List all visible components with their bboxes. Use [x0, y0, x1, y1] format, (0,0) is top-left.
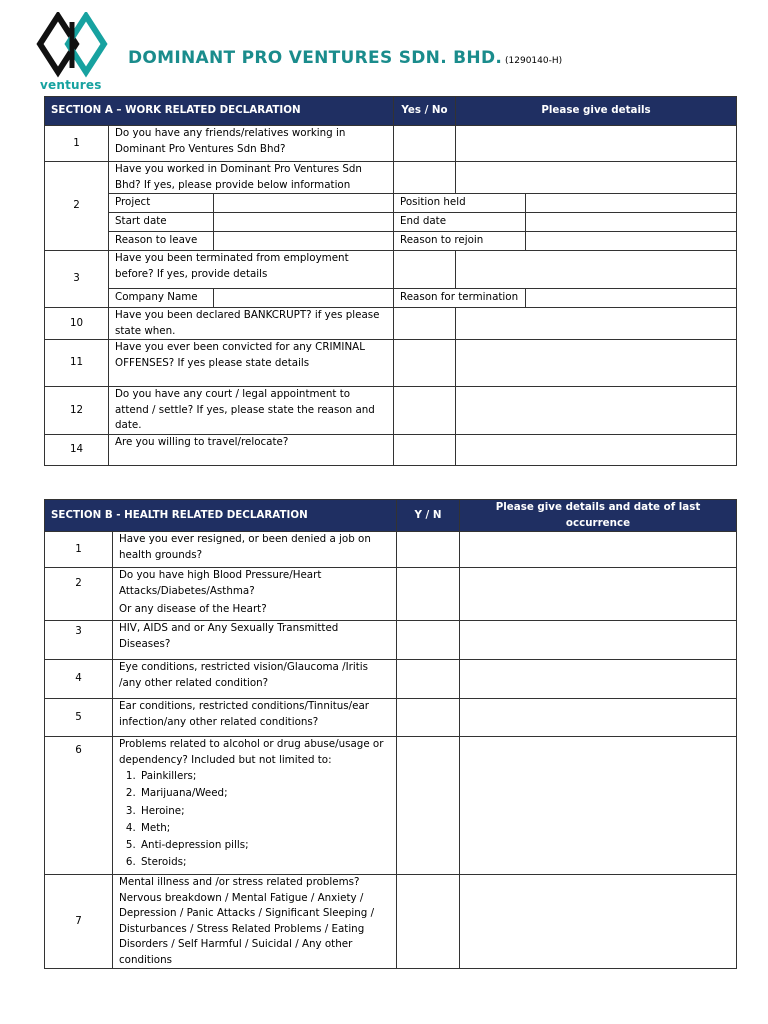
- question: Are you willing to travel/relocate?: [109, 434, 394, 465]
- yes-no-field[interactable]: [394, 126, 456, 162]
- col-yn: Y / N: [397, 500, 460, 532]
- question: Have you ever resigned, or been denied a job on health grounds?: [113, 532, 397, 568]
- yes-no-field[interactable]: [394, 251, 456, 289]
- question: Mental illness and /or stress related problems? Nervous breakdown / Mental Fatigue / Anxiety / Depression / Panic Attacks / Significant Sleeping / Disturbances / Stress Related Problems / Eating Disorders / Self Harmful / Suicidal / Any other conditions: [113, 875, 397, 969]
- list-item: 6. Steroids;: [139, 854, 390, 871]
- details-field[interactable]: [460, 568, 737, 621]
- details-field[interactable]: [456, 162, 737, 194]
- company-name-field[interactable]: [214, 289, 394, 308]
- project-field[interactable]: [214, 194, 394, 213]
- question: Have you been declared BANKCRUPT? if yes please state when.: [109, 308, 394, 340]
- field-label: Company Name: [109, 289, 214, 308]
- table-row: 5 Ear conditions, restricted conditions/Tinnitus/ear infection/any other related conditions?: [45, 699, 737, 737]
- details-field[interactable]: [456, 126, 737, 162]
- table-row: 3 HIV, AIDS and or Any Sexually Transmitted Diseases?: [45, 621, 737, 660]
- question: Problems related to alcohol or drug abuse/usage or dependency? Included but not limited to: 1. Painkillers; 2. Marijuana/Weed; 3. Heroine; 4. Meth; 5. Anti-depression pills; 6. Steroids;: [113, 737, 397, 875]
- list-item: 3. Heroine;: [139, 803, 390, 820]
- question: Do you have any court / legal appointment to attend / settle? If yes, please state the reason and date.: [109, 387, 394, 435]
- details-field[interactable]: [456, 308, 737, 340]
- registration-number: (1290140-H): [502, 56, 563, 66]
- field-label: Position held: [394, 194, 526, 213]
- table-row: 2 Do you have high Blood Pressure/Heart Attacks/Diabetes/Asthma? Or any disease of the Heart?: [45, 568, 737, 621]
- section-b-title: SECTION B - HEALTH RELATED DECLARATION: [45, 500, 397, 532]
- table-row: 7 Mental illness and /or stress related problems? Nervous breakdown / Mental Fatigue / Anxiety / Depression / Panic Attacks / Significant Sleeping / Disturbances / Stress Related Problems / Eating Disorders / Self Harmful / Suicidal / Any other conditions: [45, 875, 737, 969]
- table-row: 14 Are you willing to travel/relocate?: [45, 434, 737, 465]
- list-item: 2. Marijuana/Weed;: [139, 785, 390, 802]
- table-row: 2 Have you worked in Dominant Pro Ventures Sdn Bhd? If yes, please provide below information: [45, 162, 737, 194]
- question: Ear conditions, restricted conditions/Tinnitus/ear infection/any other related conditions?: [113, 699, 397, 737]
- field-label: Start date: [109, 213, 214, 232]
- table-row: 3 Have you been terminated from employment before? If yes, provide details: [45, 251, 737, 289]
- yn-field[interactable]: [397, 875, 460, 969]
- details-field[interactable]: [460, 621, 737, 660]
- section-a-table: [44, 96, 737, 466]
- details-field[interactable]: [456, 434, 737, 465]
- details-field[interactable]: [460, 660, 737, 699]
- field-label: Reason for termination: [394, 289, 526, 308]
- end-date-field[interactable]: [526, 213, 737, 232]
- yes-no-field[interactable]: [394, 387, 456, 435]
- details-field[interactable]: [460, 875, 737, 969]
- list-item: 1. Painkillers;: [139, 768, 390, 785]
- substance-list: [119, 768, 390, 872]
- question: Eye conditions, restricted vision/Glaucoma /Iritis /any other related condition?: [113, 660, 397, 699]
- section-b-table: [44, 499, 737, 969]
- yn-field[interactable]: [397, 621, 460, 660]
- field-label: Reason to leave: [109, 232, 214, 251]
- yn-field[interactable]: [397, 737, 460, 875]
- col-details-occurrence: Please give details and date of last occurrence: [460, 500, 737, 532]
- company-name: DOMINANT PRO VENTURES SDN. BHD. (1290140-H): [128, 48, 563, 68]
- table-row: 1 Have you ever resigned, or been denied a job on health grounds?: [45, 532, 737, 568]
- yes-no-field[interactable]: [394, 434, 456, 465]
- details-field[interactable]: [460, 699, 737, 737]
- details-field[interactable]: [460, 737, 737, 875]
- question: Do you have high Blood Pressure/Heart Attacks/Diabetes/Asthma? Or any disease of the Heart?: [113, 568, 397, 621]
- details-field[interactable]: [460, 532, 737, 568]
- question: Have you been terminated from employment before? If yes, provide details: [109, 251, 394, 289]
- logo-wordmark: ventures: [40, 78, 102, 92]
- yn-field[interactable]: [397, 699, 460, 737]
- list-item: 4. Meth;: [139, 820, 390, 837]
- col-details: Please give details: [456, 97, 737, 126]
- question: Have you worked in Dominant Pro Ventures Sdn Bhd? If yes, please provide below information: [109, 162, 394, 194]
- reason-leave-field[interactable]: [214, 232, 394, 251]
- table-row: 6 Problems related to alcohol or drug abuse/usage or dependency? Included but not limited to: 1. Painkillers; 2. Marijuana/Weed; 3. Heroine; 4. Meth; 5. Anti-depression pills; 6. Steroids;: [45, 737, 737, 875]
- field-label: Reason to rejoin: [394, 232, 526, 251]
- yes-no-field[interactable]: [394, 162, 456, 194]
- field-label: Project: [109, 194, 214, 213]
- document-header: [36, 12, 736, 92]
- details-field[interactable]: [456, 340, 737, 387]
- list-item: 5. Anti-depression pills;: [139, 837, 390, 854]
- yes-no-field[interactable]: [394, 340, 456, 387]
- col-yes-no: Yes / No: [394, 97, 456, 126]
- yn-field[interactable]: [397, 532, 460, 568]
- question: Have you ever been convicted for any CRIMINAL OFFENSES? If yes please state details: [109, 340, 394, 387]
- start-date-field[interactable]: [214, 213, 394, 232]
- yn-field[interactable]: [397, 568, 460, 621]
- table-row: 1 Do you have any friends/relatives working in Dominant Pro Ventures Sdn Bhd?: [45, 126, 737, 162]
- details-field[interactable]: [456, 387, 737, 435]
- table-row: 10 Have you been declared BANKCRUPT? if yes please state when.: [45, 308, 737, 340]
- table-row: 12 Do you have any court / legal appointment to attend / settle? If yes, please state the reason and date.: [45, 387, 737, 435]
- table-row: 11 Have you ever been convicted for any CRIMINAL OFFENSES? If yes please state details: [45, 340, 737, 387]
- yes-no-field[interactable]: [394, 308, 456, 340]
- reason-termination-field[interactable]: [526, 289, 737, 308]
- position-held-field[interactable]: [526, 194, 737, 213]
- table-row: 4 Eye conditions, restricted vision/Glaucoma /Iritis /any other related condition?: [45, 660, 737, 699]
- details-field[interactable]: [456, 251, 737, 289]
- section-a-title: SECTION A – WORK RELATED DECLARATION: [45, 97, 394, 126]
- question: Do you have any friends/relatives working in Dominant Pro Ventures Sdn Bhd?: [109, 126, 394, 162]
- field-label: End date: [394, 213, 526, 232]
- yn-field[interactable]: [397, 660, 460, 699]
- reason-rejoin-field[interactable]: [526, 232, 737, 251]
- question: HIV, AIDS and or Any Sexually Transmitted Diseases?: [113, 621, 397, 660]
